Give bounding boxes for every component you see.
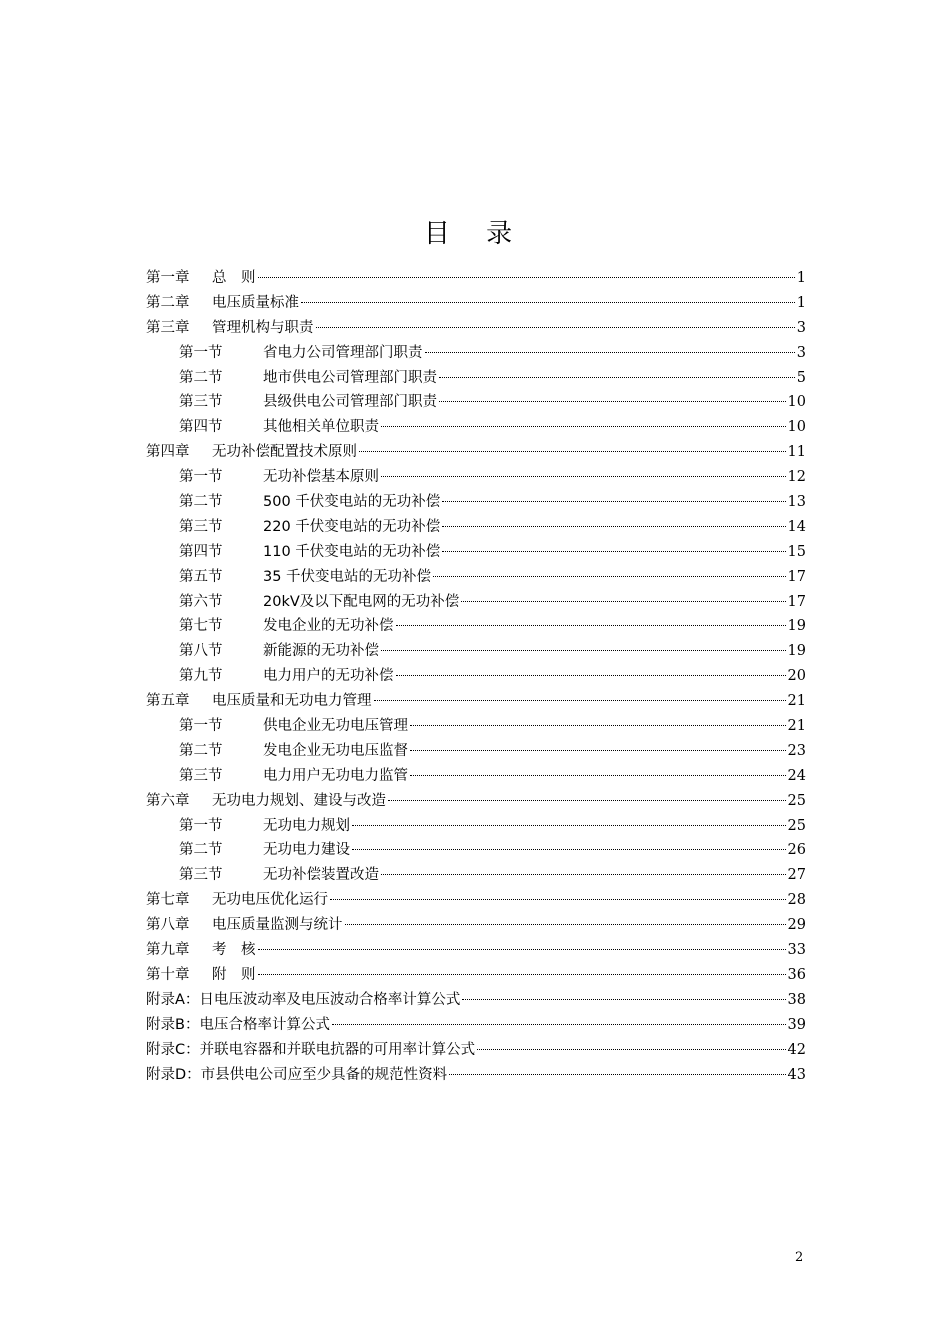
dot-leader <box>258 974 786 975</box>
toc-entry-title: 35 千伏变电站的无功补偿 <box>263 568 432 585</box>
toc-entry-label: 第九章 <box>146 942 190 959</box>
toc-section-entry[interactable] <box>146 540 806 565</box>
toc-entry-label: 第一节 <box>179 344 223 361</box>
toc-entry-label: 第二章 <box>146 294 190 311</box>
toc-entry-page: 26 <box>787 842 806 859</box>
toc-entry-label: 第一节 <box>179 718 223 735</box>
toc-entry-page: 3 <box>796 344 806 361</box>
toc-chapter-entry[interactable] <box>146 963 806 988</box>
toc-entry-title: 总 则 <box>212 270 256 286</box>
dot-leader <box>439 401 786 402</box>
toc-entry-title: 无功电压优化运行 <box>212 892 328 909</box>
toc-entry-title: 新能源的无功补偿 <box>263 643 379 660</box>
dot-leader <box>316 327 795 328</box>
toc-entry-page: 33 <box>787 942 806 959</box>
toc-entry-page: 21 <box>787 718 806 735</box>
toc-chapter-entry[interactable] <box>146 789 806 814</box>
toc-entry-title: 省电力公司管理部门职责 <box>263 344 423 361</box>
dot-leader <box>442 501 785 502</box>
toc-entry-title: 附 则 <box>212 966 256 983</box>
toc-entry-title: 无功电力规划、建设与改造 <box>212 792 386 809</box>
toc-entry-page: 1 <box>796 270 806 286</box>
toc-entry-label: 第四章 <box>146 444 190 461</box>
dot-leader <box>374 700 786 701</box>
dot-leader <box>301 302 795 303</box>
dot-leader <box>330 899 786 900</box>
toc-entry-page: 20 <box>787 668 806 685</box>
toc-entry-label: 第二节 <box>179 369 223 386</box>
dot-leader <box>396 675 786 676</box>
toc-entry-label: 第六节 <box>179 593 223 610</box>
toc-entry-label: 第九节 <box>179 668 223 685</box>
toc-entry-title: 电压合格率计算公式 <box>199 1016 330 1033</box>
toc-entry-label: 第二节 <box>179 842 223 859</box>
toc-entry-title: 市县供电公司应至少具备的规范性资料 <box>200 1066 448 1083</box>
toc-entry-page: 10 <box>787 419 806 436</box>
toc-chapter-entry[interactable] <box>146 913 806 938</box>
toc-entry-label: 第八章 <box>146 917 190 934</box>
toc-entry-title: 电压质量标准 <box>212 294 299 311</box>
toc-section-entry[interactable] <box>146 366 806 391</box>
toc-entry-page: 3 <box>796 319 806 336</box>
dot-leader <box>359 451 786 452</box>
toc-entry-title: 无功电力建设 <box>263 842 350 859</box>
toc-entry-title: 考 核 <box>212 942 256 959</box>
toc-entry-title: 220 千伏变电站的无功补偿 <box>263 518 441 535</box>
toc-appendix-entry[interactable] <box>146 1038 806 1063</box>
toc-entry-label: 第一节 <box>179 469 223 486</box>
toc-entry-page: 25 <box>787 817 806 834</box>
toc-section-entry[interactable] <box>146 764 806 789</box>
toc-chapter-entry[interactable] <box>146 266 806 291</box>
toc-entry-label: 第三节 <box>179 867 223 884</box>
toc-entry-label: 第三章 <box>146 319 190 336</box>
toc-section-entry[interactable] <box>146 515 806 540</box>
toc-entry-label: 第二节 <box>179 742 223 759</box>
toc-title: 目 录 <box>423 219 527 249</box>
toc-entry-title: 无功补偿装置改造 <box>263 867 379 884</box>
toc-entry-label: 第八节 <box>179 643 223 660</box>
dot-leader <box>396 625 786 626</box>
toc-entry-page: 23 <box>787 742 806 759</box>
toc-entry-title: 无功补偿基本原则 <box>263 469 379 486</box>
toc-chapter-entry[interactable] <box>146 888 806 913</box>
toc-entry-label: 第四节 <box>179 419 223 436</box>
toc-chapter-entry[interactable] <box>146 938 806 963</box>
dot-leader <box>461 601 785 602</box>
dot-leader <box>433 576 785 577</box>
dot-leader <box>381 426 786 427</box>
toc-entry-label: 第六章 <box>146 792 190 809</box>
toc-entry-title: 电压质量和无功电力管理 <box>212 693 372 710</box>
toc-entry-page: 39 <box>787 1016 806 1033</box>
toc-entry-page: 10 <box>787 394 806 411</box>
toc-entry-title: 电压质量监测与统计 <box>212 917 343 934</box>
page-number: 2 <box>795 1250 804 1265</box>
toc-section-entry[interactable] <box>146 465 806 490</box>
toc-section-entry[interactable] <box>146 739 806 764</box>
dot-leader <box>410 725 786 726</box>
toc-entry-label: 第二节 <box>179 494 223 511</box>
toc-entry-page: 25 <box>787 792 806 809</box>
dot-leader <box>381 650 786 651</box>
toc-entry-page: 5 <box>796 369 806 386</box>
toc-chapter-entry[interactable] <box>146 291 806 316</box>
toc-section-entry[interactable] <box>146 814 806 839</box>
toc-entry-title: 并联电容器和并联电抗器的可用率计算公式 <box>199 1041 476 1058</box>
toc-entry-page: 24 <box>787 767 806 784</box>
toc-entry-title: 无功补偿配置技术原则 <box>212 444 357 461</box>
toc-entry-label: 第七章 <box>146 892 190 909</box>
toc-entry-title: 管理机构与职责 <box>212 319 314 336</box>
toc-section-entry[interactable] <box>146 614 806 639</box>
toc-entry-label: 第三节 <box>179 394 223 411</box>
dot-leader <box>439 377 795 378</box>
dot-leader <box>425 352 795 353</box>
toc-chapter-entry[interactable] <box>146 689 806 714</box>
toc-entry-page: 19 <box>787 618 806 635</box>
toc-entry-page: 17 <box>787 593 806 610</box>
toc-entry-label: 第三节 <box>179 767 223 784</box>
toc-entry-page: 42 <box>787 1041 806 1058</box>
dot-leader <box>381 476 786 477</box>
toc-entry-title: 发电企业无功电压监督 <box>263 742 408 759</box>
toc-section-entry[interactable] <box>146 341 806 366</box>
toc-entry-label: 第一节 <box>179 817 223 834</box>
dot-leader <box>332 1024 786 1025</box>
toc-entry-page: 11 <box>787 444 806 461</box>
dot-leader <box>442 526 785 527</box>
toc-section-entry[interactable] <box>146 490 806 515</box>
toc-entry-title: 地市供电公司管理部门职责 <box>263 369 437 386</box>
dot-leader <box>410 775 786 776</box>
toc-entry-page: 38 <box>787 991 806 1008</box>
toc-entry-label: 第一章 <box>146 270 190 286</box>
dot-leader <box>442 551 785 552</box>
toc-chapter-entry[interactable] <box>146 316 806 341</box>
dot-leader <box>449 1074 785 1075</box>
toc-section-entry[interactable] <box>146 664 806 689</box>
dot-leader <box>388 800 786 801</box>
toc-entry-title: 电力用户无功电力监管 <box>263 767 408 784</box>
dot-leader <box>258 277 795 278</box>
toc-entry-label: 第五章 <box>146 693 190 710</box>
toc-entry-title: 110 千伏变电站的无功补偿 <box>263 543 441 560</box>
toc-section-entry[interactable] <box>146 565 806 590</box>
dot-leader <box>462 999 785 1000</box>
toc-entry-label: 附录A： <box>146 991 200 1008</box>
toc-section-entry[interactable] <box>146 590 806 615</box>
toc-entry-title: 无功电力规划 <box>263 817 350 834</box>
toc-entry-title: 县级供电公司管理部门职责 <box>263 394 437 411</box>
toc-entry-label: 第七节 <box>179 618 223 635</box>
toc-appendix-entry[interactable] <box>146 988 806 1013</box>
toc-entry-page: 19 <box>787 643 806 660</box>
toc-entry-page: 12 <box>787 469 806 486</box>
toc-entry-label: 附录D： <box>146 1066 201 1083</box>
toc-entry-title: 其他相关单位职责 <box>263 419 379 436</box>
toc-entry-page: 43 <box>787 1066 806 1083</box>
toc-entry-title: 发电企业的无功补偿 <box>263 618 394 635</box>
toc-entry-title: 20kV及以下配电网的无功补偿 <box>263 593 460 610</box>
toc-section-entry[interactable] <box>146 390 806 415</box>
dot-leader <box>352 825 786 826</box>
toc-section-entry[interactable] <box>146 639 806 664</box>
toc-section-entry[interactable] <box>146 863 806 888</box>
dot-leader <box>381 874 786 875</box>
toc-entry-page: 17 <box>787 568 806 585</box>
toc-entry-page: 28 <box>787 892 806 909</box>
dot-leader <box>477 1049 785 1050</box>
table-of-contents <box>146 266 806 1087</box>
toc-entry-label: 附录C： <box>146 1041 200 1058</box>
toc-entry-label: 第五节 <box>179 568 223 585</box>
toc-entry-page: 1 <box>796 294 806 311</box>
toc-entry-page: 13 <box>787 494 806 511</box>
toc-entry-page: 29 <box>787 917 806 934</box>
toc-entry-page: 36 <box>787 966 806 983</box>
toc-entry-label: 第四节 <box>179 543 223 560</box>
toc-entry-label: 第十章 <box>146 966 190 983</box>
toc-entry-page: 15 <box>787 543 806 560</box>
toc-entry-label: 第三节 <box>179 518 223 535</box>
toc-entry-title: 供电企业无功电压管理 <box>263 718 408 735</box>
toc-appendix-entry[interactable] <box>146 1063 806 1088</box>
dot-leader <box>345 924 786 925</box>
toc-section-entry[interactable] <box>146 415 806 440</box>
toc-entry-title: 日电压波动率及电压波动合格率计算公式 <box>199 991 461 1008</box>
dot-leader <box>258 949 786 950</box>
toc-entry-page: 14 <box>787 518 806 535</box>
toc-appendix-entry[interactable] <box>146 1013 806 1038</box>
toc-section-entry[interactable] <box>146 714 806 739</box>
toc-entry-page: 21 <box>787 693 806 710</box>
toc-entry-page: 27 <box>787 867 806 884</box>
toc-entry-title: 500 千伏变电站的无功补偿 <box>263 494 441 511</box>
toc-entry-label: 附录B： <box>146 1016 200 1033</box>
toc-entry-title: 电力用户的无功补偿 <box>263 668 394 685</box>
toc-section-entry[interactable] <box>146 838 806 863</box>
toc-chapter-entry[interactable] <box>146 440 806 465</box>
dot-leader <box>410 750 786 751</box>
dot-leader <box>352 849 786 850</box>
